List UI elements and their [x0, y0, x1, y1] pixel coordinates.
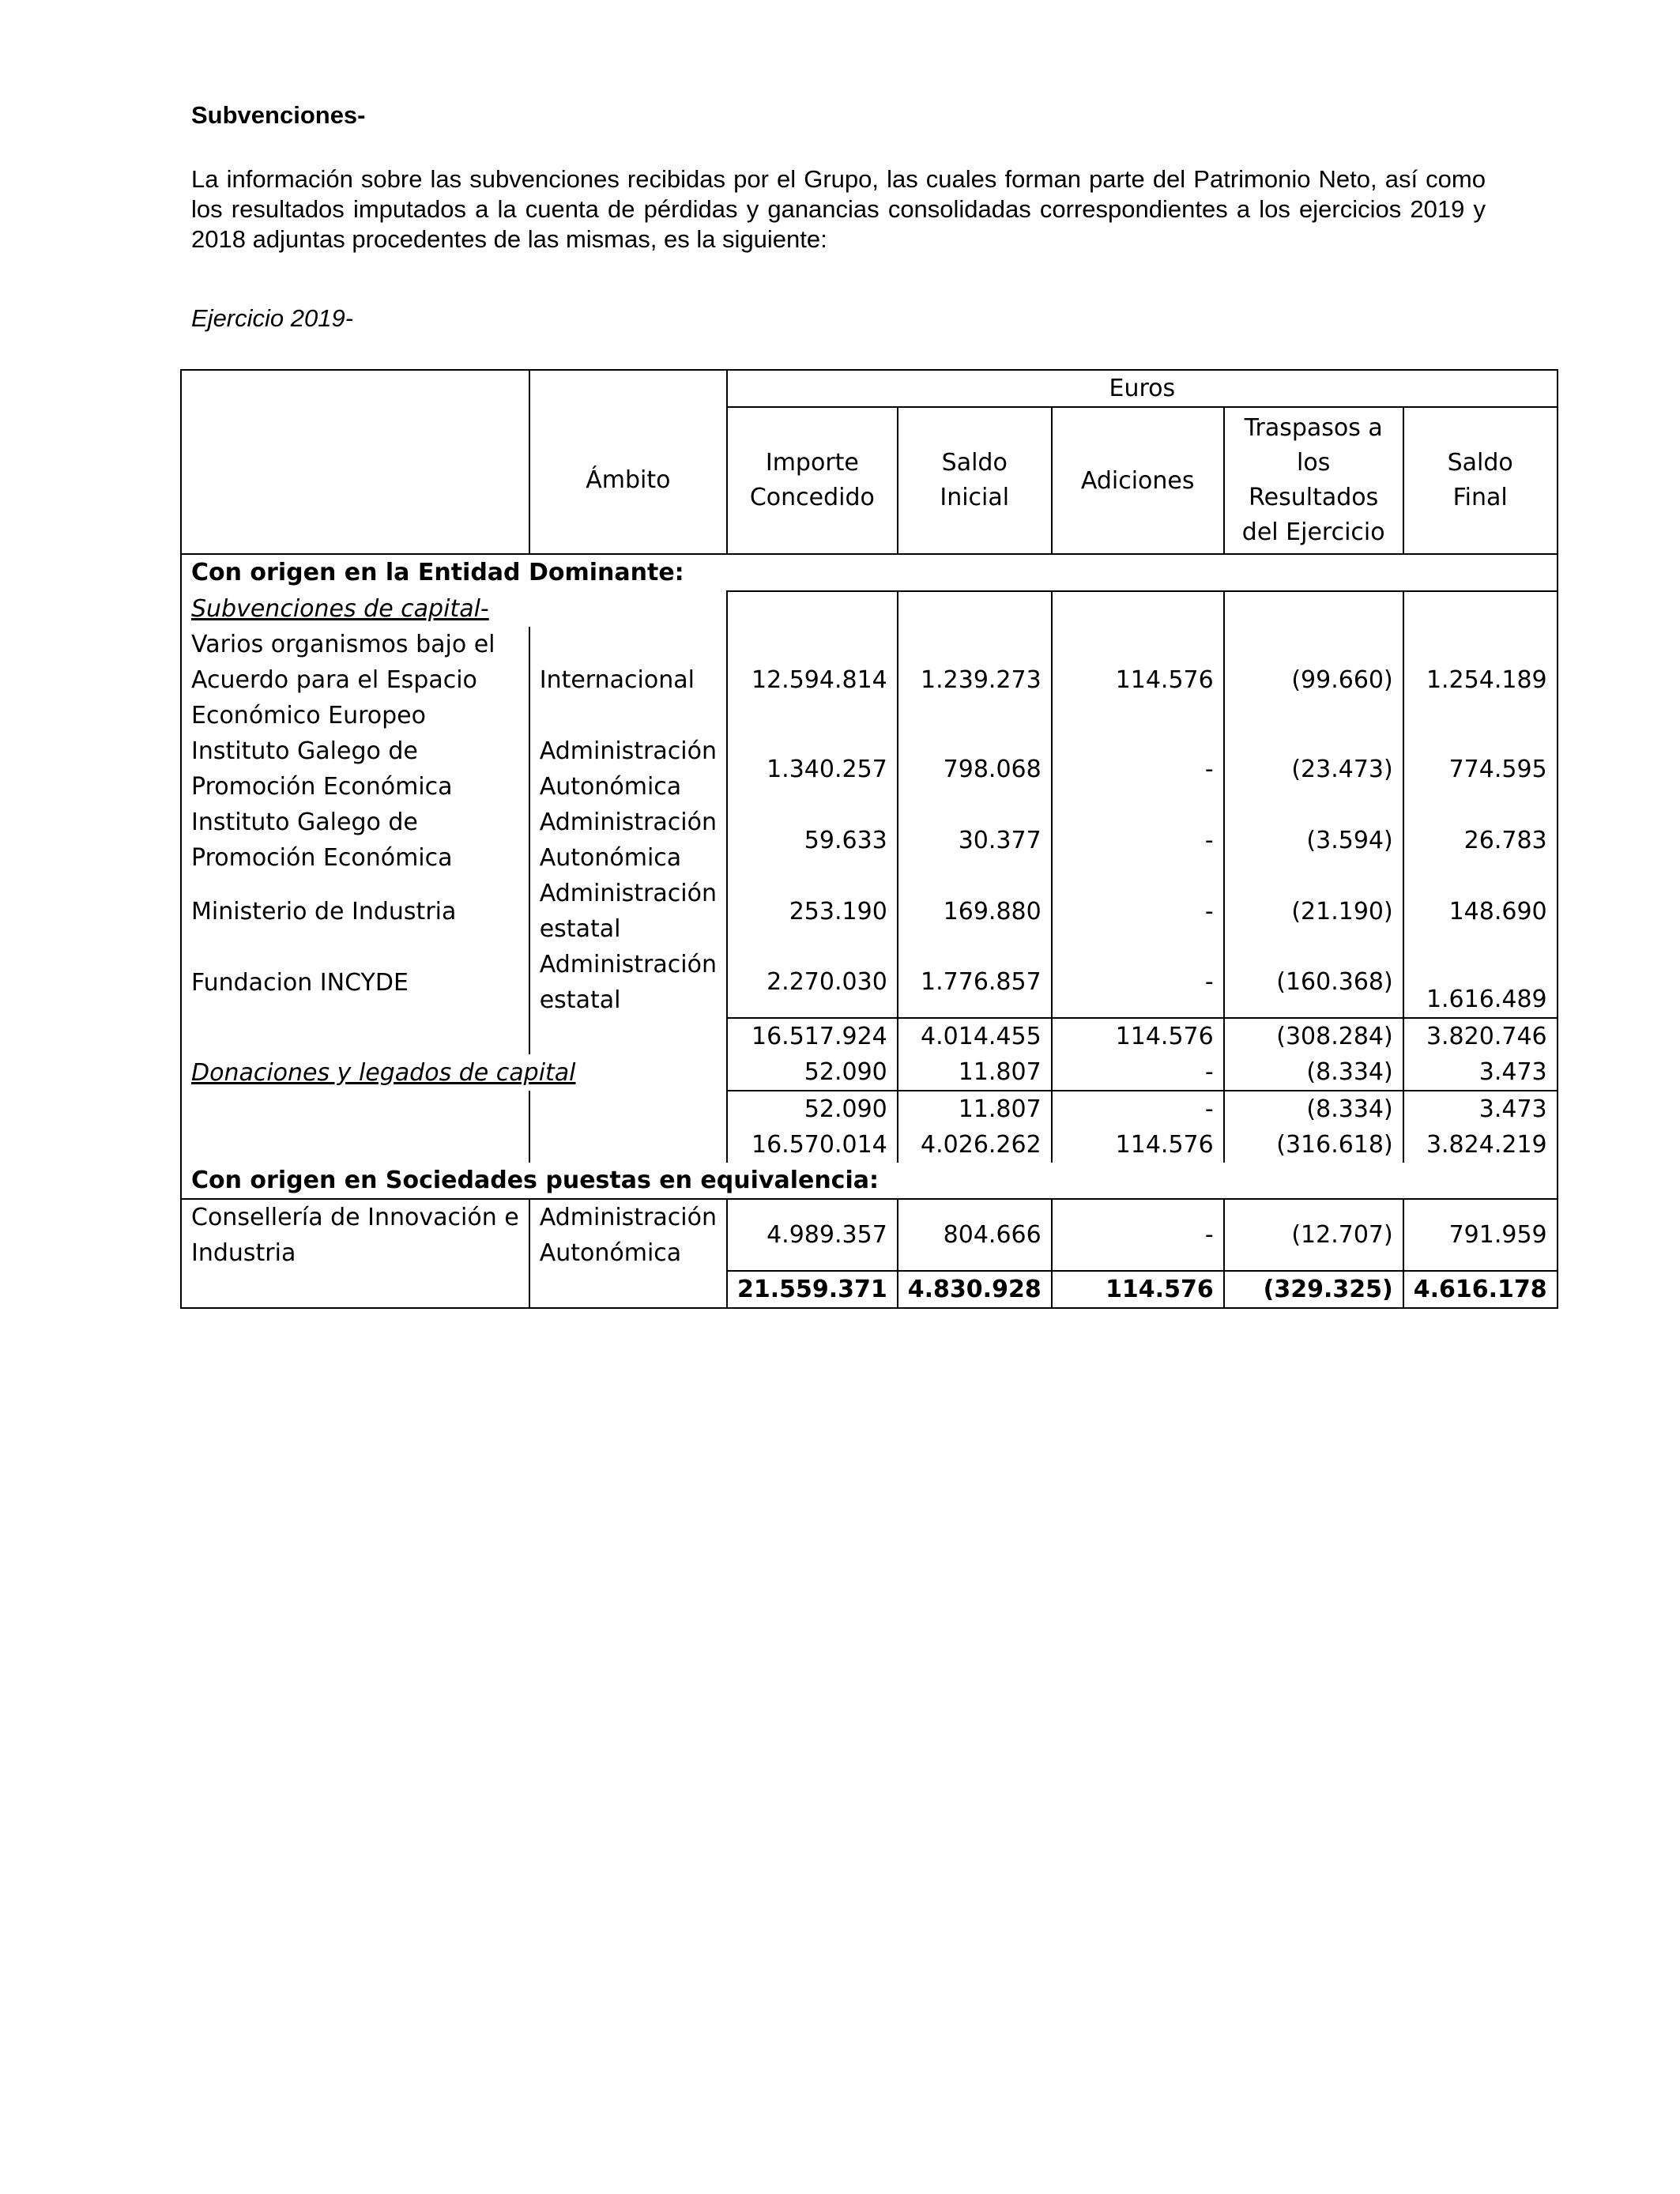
subsection-capital-row: [181, 591, 1558, 627]
adiciones-cell: 114.576: [1052, 1018, 1224, 1054]
section-dominante-row: [181, 554, 1558, 591]
adiciones-cell: -: [1052, 1054, 1224, 1091]
traspasos-cell: (8.334): [1224, 1091, 1403, 1127]
subsection-capital: Subvenciones de capital-: [181, 591, 727, 627]
inicial-cell: 11.807: [898, 1054, 1052, 1091]
final-cell: 3.820.746: [1403, 1018, 1558, 1054]
final-cell: 1.616.489: [1403, 947, 1558, 1018]
section-heading: Subvenciones-: [191, 101, 366, 129]
inicial-cell: 4.026.262: [898, 1127, 1052, 1163]
entity-cell: Varios organismos bajo el Acuerdo para el Espacio Económico Europeo: [181, 627, 529, 733]
header-blank: [181, 370, 529, 554]
adiciones-cell: -: [1052, 733, 1224, 805]
header-saldo-inicial: Saldo Inicial: [898, 407, 1052, 554]
table-row: [181, 876, 1558, 947]
subtotal-capital-row: [181, 1018, 1558, 1054]
adiciones-cell: -: [1052, 805, 1224, 876]
importe-cell: 12.594.814: [727, 627, 898, 733]
traspasos-cell: (329.325): [1224, 1271, 1403, 1308]
traspasos-cell: (8.334): [1224, 1054, 1403, 1091]
table-row: [181, 1199, 1558, 1271]
adiciones-cell: 114.576: [1052, 627, 1224, 733]
inicial-cell: 804.666: [898, 1199, 1052, 1271]
inicial-cell: 11.807: [898, 1091, 1052, 1127]
entity-cell: Consellería de Innovación e Industria: [181, 1199, 529, 1271]
year-title: Ejercicio 2019-: [191, 304, 354, 332]
final-cell: 791.959: [1403, 1199, 1558, 1271]
inicial-cell: 4.830.928: [898, 1271, 1052, 1308]
final-cell: 1.254.189: [1403, 627, 1558, 733]
entity-cell: Instituto Galego de Promoción Económica: [181, 733, 529, 805]
donaciones-row: [181, 1054, 1558, 1091]
ambito-cell: Administración estatal: [529, 947, 727, 1018]
traspasos-cell: (316.618): [1224, 1127, 1403, 1163]
section-dominante: Con origen en la Entidad Dominante:: [181, 554, 1558, 591]
traspasos-cell: (160.368): [1224, 947, 1403, 1018]
total-dominante-row: [181, 1127, 1558, 1163]
final-cell: 3.473: [1403, 1091, 1558, 1127]
header-ambito: Ámbito: [529, 370, 727, 554]
section-equivalencia: Con origen en Sociedades puestas en equivalencia:: [181, 1163, 1558, 1199]
ambito-cell: Administración Autonómica: [529, 1199, 727, 1271]
intro-paragraph: La información sobre las subvenciones recibidas por el Grupo, las cuales forman parte del Patrimonio Neto, así como los resultados imputados a la cuenta de pérdidas y ganancias consolidadas correspondientes a los ejercicios 2019 y 2018 adjuntas procedentes de las mismas, es la siguiente:: [191, 165, 1486, 253]
importe-cell: 4.989.357: [727, 1199, 898, 1271]
final-cell: 3.824.219: [1403, 1127, 1558, 1163]
header-saldo-final: Saldo Final: [1403, 407, 1558, 554]
header-currency: Euros: [727, 370, 1558, 407]
section-equivalencia-row: [181, 1163, 1558, 1199]
grants-table: [180, 369, 1558, 1309]
adiciones-cell: -: [1052, 876, 1224, 947]
importe-cell: 52.090: [727, 1091, 898, 1127]
adiciones-cell: -: [1052, 1199, 1224, 1271]
table-row: [181, 805, 1558, 876]
ambito-cell: Internacional: [529, 627, 727, 733]
traspasos-cell: (99.660): [1224, 627, 1403, 733]
inicial-cell: 798.068: [898, 733, 1052, 805]
header-row-currency: [181, 370, 1558, 407]
entity-cell: Fundacion INCYDE: [181, 947, 529, 1018]
donaciones-label: Donaciones y legados de capital: [181, 1054, 727, 1091]
traspasos-cell: (3.594): [1224, 805, 1403, 876]
ambito-cell: Administración Autonómica: [529, 805, 727, 876]
ambito-cell: Administración estatal: [529, 876, 727, 947]
inicial-cell: 1.776.857: [898, 947, 1052, 1018]
inicial-cell: 30.377: [898, 805, 1052, 876]
final-cell: 148.690: [1403, 876, 1558, 947]
importe-cell: 16.570.014: [727, 1127, 898, 1163]
importe-cell: 253.190: [727, 876, 898, 947]
table-row: [181, 733, 1558, 805]
header-importe: Importe Concedido: [727, 407, 898, 554]
importe-cell: 21.559.371: [727, 1271, 898, 1308]
importe-cell: 2.270.030: [727, 947, 898, 1018]
traspasos-cell: (12.707): [1224, 1199, 1403, 1271]
entity-cell: Ministerio de Industria: [181, 876, 529, 947]
adiciones-cell: -: [1052, 947, 1224, 1018]
inicial-cell: 4.014.455: [898, 1018, 1052, 1054]
importe-cell: 59.633: [727, 805, 898, 876]
entity-cell: Instituto Galego de Promoción Económica: [181, 805, 529, 876]
header-traspasos: Traspasos a los Resultados del Ejercicio: [1224, 407, 1403, 554]
table-row: [181, 947, 1558, 1018]
final-cell: 26.783: [1403, 805, 1558, 876]
final-cell: 4.616.178: [1403, 1271, 1558, 1308]
traspasos-cell: (308.284): [1224, 1018, 1403, 1054]
adiciones-cell: 114.576: [1052, 1127, 1224, 1163]
table-row: [181, 627, 1558, 733]
ambito-cell: Administración Autonómica: [529, 733, 727, 805]
subtotal-donaciones-row: [181, 1091, 1558, 1127]
importe-cell: 52.090: [727, 1054, 898, 1091]
traspasos-cell: (21.190): [1224, 876, 1403, 947]
header-adiciones: Adiciones: [1052, 407, 1224, 554]
adiciones-cell: -: [1052, 1091, 1224, 1127]
adiciones-cell: 114.576: [1052, 1271, 1224, 1308]
final-cell: 774.595: [1403, 733, 1558, 805]
final-cell: 3.473: [1403, 1054, 1558, 1091]
inicial-cell: 169.880: [898, 876, 1052, 947]
inicial-cell: 1.239.273: [898, 627, 1052, 733]
importe-cell: 1.340.257: [727, 733, 898, 805]
importe-cell: 16.517.924: [727, 1018, 898, 1054]
traspasos-cell: (23.473): [1224, 733, 1403, 805]
grand-total-row: [181, 1271, 1558, 1308]
